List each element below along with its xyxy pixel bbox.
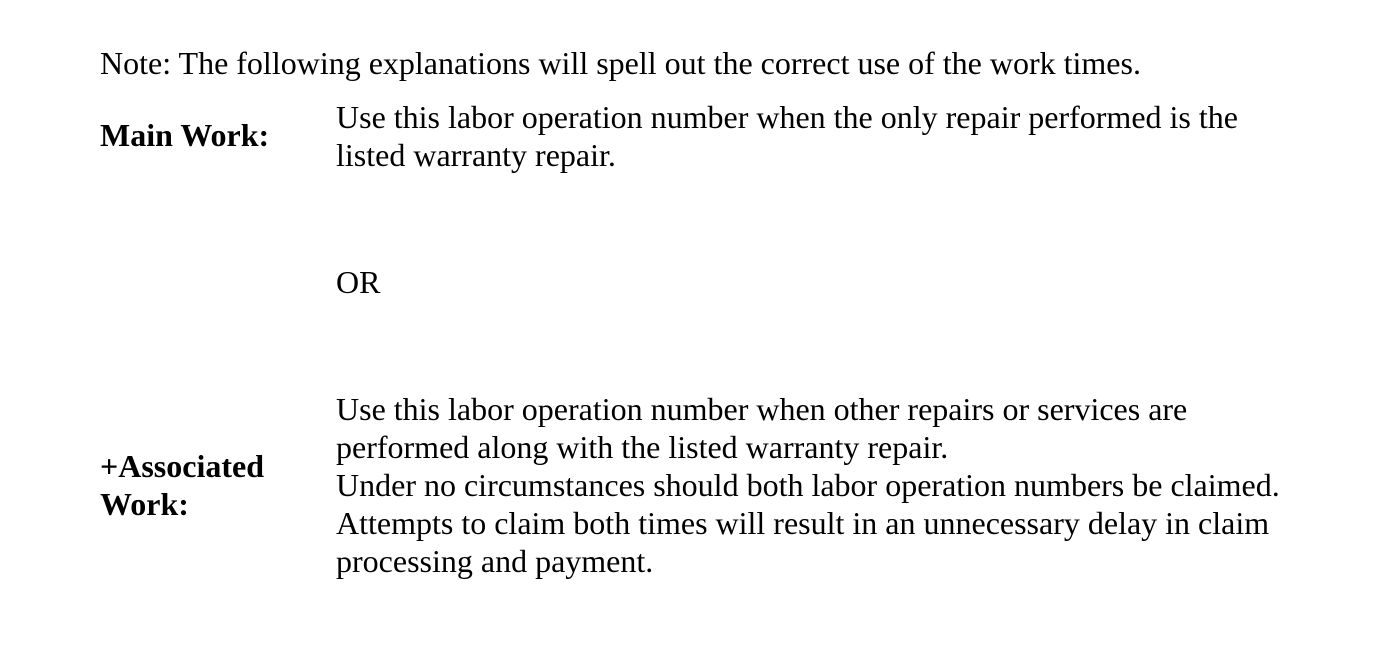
main-work-label: Main Work: [100,117,270,153]
associated-work-label-line: +Associated [100,448,264,484]
main-work-line: listed warranty repair. [336,137,616,173]
associated-work-label [100,447,320,523]
associated-work-label-line: Work: [100,486,189,522]
note-text: Note: The following explanations will spell out the correct use of the work times. [100,45,1141,81]
associated-work-line: Attempts to claim both times will result in an unnecessary delay in claim [336,505,1270,541]
associated-work-line: Use this labor operation number when other repairs or services are [336,391,1188,427]
associated-work-line: processing and payment. [336,543,654,579]
associated-work-line: Under no circumstances should both labor operation numbers be claimed. [336,467,1280,503]
or-separator: OR [336,264,381,300]
main-work-line: Use this labor operation number when the only repair performed is the [336,99,1238,135]
associated-work-line: performed along with the listed warranty repair. [336,429,949,465]
associated-work-description [336,390,1346,580]
main-work-description [336,98,1296,174]
